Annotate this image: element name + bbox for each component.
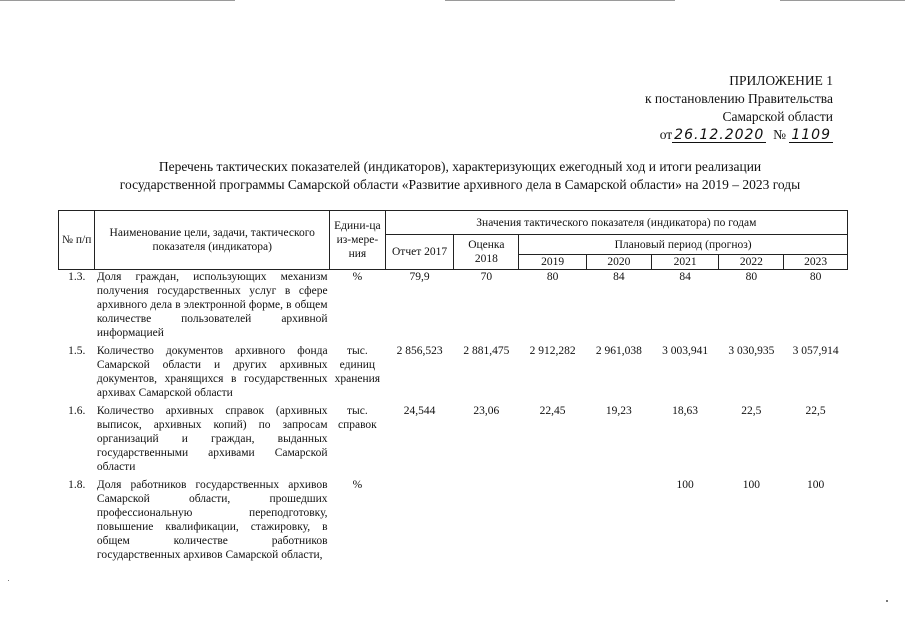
row-num: 1.6. [68,405,86,417]
row-value: 80 [809,271,822,283]
row-value: 2 961,038 [595,345,642,357]
row-value: 22,5 [805,405,826,417]
appendix-block [645,72,833,144]
row-value: 22,5 [741,405,762,417]
row-value: 84 [613,271,625,283]
scan-speck [8,580,9,581]
row-value: 3 030,935 [728,345,775,357]
row-value: 84 [679,271,691,283]
handwritten-date: 26.12.2020 [674,127,765,143]
table-row [59,404,848,474]
appendix-date-line [645,126,833,144]
header-year: 2020 [586,255,651,270]
scan-top-edge [0,0,905,3]
row-value [454,478,519,562]
row-value: 100 [742,479,760,491]
row-value [586,478,651,562]
row-value: 19,23 [605,405,632,417]
document-title [40,158,880,194]
row-value: 79,9 [409,271,430,283]
header-name: Наименование цели, задачи, тактического показателя (индикатора) [95,211,330,270]
row-value [385,478,454,562]
row-value: 80 [745,271,758,283]
row-num: 1.5. [68,345,86,357]
row-value: 22,45 [539,405,566,417]
handwritten-number: 1109 [791,127,831,143]
header-year: 2021 [651,255,719,270]
table-row [59,478,848,562]
row-value: 3 057,914 [792,345,839,357]
document-title-line-2: государственной программы Самарской области «Развитие архивного дела в Самарской области» на 2019 – 2023 годы [119,177,801,192]
row-name: Количество документов архивного фонда Самарской области и других архивных документов, хранящихся в государственных архивах Самарской области [96,345,328,399]
row-unit: тыс. справок [337,405,377,431]
row-unit: % [352,479,363,491]
header-num: № п/п [59,211,95,270]
row-name: Доля работников государственных архивов Самарской области, прошедших профессиональную переподготовку, повышение квалификации, стажировку, в общем количестве работников государственных архивов Самарской области, [96,479,328,561]
scan-speck [886,600,888,602]
table-row [59,270,848,341]
indicators-table [58,210,848,562]
row-num: 1.3. [68,271,86,283]
header-unit: Едини-ца из-мере-ния [330,211,386,270]
document-title-line-1: Перечень тактических показателей (индикаторов), характеризующих ежегодный ход и итоги реализации [158,159,762,174]
row-value: 24,544 [403,405,436,417]
date-prefix: от [659,127,673,142]
appendix-line-1: к постановлению Правительства [644,91,833,106]
row-value: 2 881,475 [463,345,510,357]
header-year: 2019 [519,255,587,270]
row-num: 1.8. [68,479,86,491]
row-value: 23,06 [473,405,500,417]
row-value [519,478,587,562]
header-estimate-2018: Оценка 2018 [454,235,519,270]
row-value: 70 [480,271,493,283]
row-value: 2 856,523 [396,345,443,357]
row-value: 18,63 [672,405,698,417]
header-values-group: Значения тактического показателя (индикатора) по годам [385,211,847,235]
row-name: Количество архивных справок (архивных выписок, архивных копий) по запросам организаций и граждан, выданных государственными архивами Самарской области [96,405,328,473]
appendix-title: ПРИЛОЖЕНИЕ 1 [729,73,833,88]
header-year: 2023 [784,255,848,270]
header-year: 2022 [719,255,784,270]
table-row [59,344,848,400]
row-value: 100 [676,479,694,491]
row-name: Доля граждан, использующих механизм получения государственных услуг в сфере архивного дела в электронной форме, в общем количестве пользователей архивной информацией [96,271,328,339]
row-value: 100 [806,479,825,491]
number-label: № [773,127,786,142]
row-unit: % [352,271,363,283]
appendix-line-2: Самарской области [722,109,833,124]
row-value: 3 003,941 [662,345,709,357]
row-unit: тыс. единиц хранения [334,345,381,385]
header-report-2017: Отчет 2017 [385,235,454,270]
row-value: 2 912,282 [529,345,576,357]
row-value: 80 [546,271,559,283]
header-planned-group: Плановый период (прогноз) [519,235,848,255]
